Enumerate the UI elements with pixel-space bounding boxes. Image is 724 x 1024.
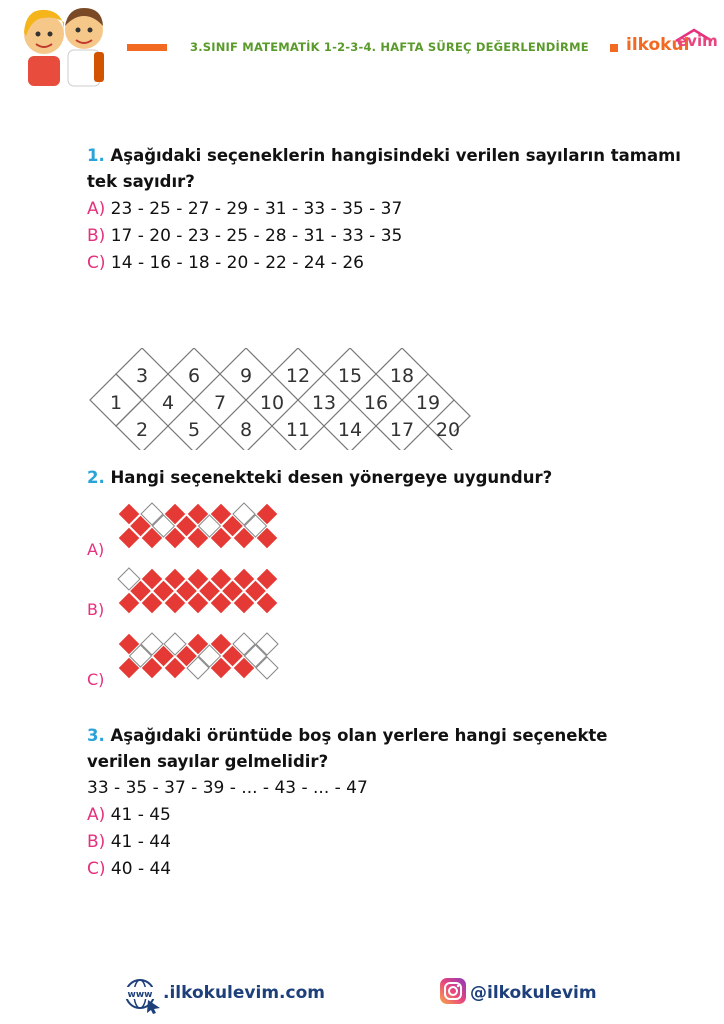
q2-option-a-label[interactable]: A) — [87, 540, 105, 559]
grid-middle-number: 1 — [109, 392, 123, 414]
q1-option-c[interactable] — [87, 253, 364, 273]
option-text: 40 - 44 — [105, 859, 172, 879]
q2-text: Hangi seçenekteki desen yönergeye uygundur? — [104, 468, 553, 487]
option-text: 17 - 20 - 23 - 25 - 28 - 31 - 33 - 35 — [105, 226, 403, 246]
globe-cursor-icon — [122, 978, 162, 1014]
grid-bottom-number: 20 — [435, 419, 461, 441]
q3-number: 3. — [87, 726, 105, 745]
ilkokulevim-logo — [622, 28, 717, 64]
q2-option-b-label[interactable]: B) — [87, 600, 105, 619]
instagram-icon — [440, 978, 466, 1004]
q2-number: 2. — [87, 468, 105, 487]
diamond-number-grid — [88, 348, 473, 450]
option-letter: C) — [87, 859, 106, 879]
q2-pattern-b[interactable] — [115, 565, 290, 617]
grid-bottom-number: 8 — [239, 419, 253, 441]
option-text: 41 - 45 — [105, 805, 171, 825]
option-letter: A) — [87, 805, 106, 825]
option-text: 41 - 44 — [105, 832, 171, 852]
grid-bottom-number: 11 — [285, 419, 311, 441]
logo-evim: evim — [677, 32, 718, 50]
grid-middle-number: 13 — [311, 392, 337, 414]
grid-middle-number: 7 — [213, 392, 227, 414]
q3-option-c[interactable] — [87, 859, 171, 879]
grid-bottom-number: 2 — [135, 419, 149, 441]
option-letter: A) — [87, 199, 106, 219]
grid-bottom-number: 5 — [187, 419, 201, 441]
grid-top-number: 12 — [285, 365, 311, 387]
option-text: 14 - 16 - 18 - 20 - 22 - 24 - 26 — [105, 253, 364, 273]
option-letter: B) — [87, 832, 106, 852]
grid-bottom-number: 17 — [389, 419, 415, 441]
q2-option-c-label[interactable]: C) — [87, 670, 105, 689]
q3-option-a[interactable] — [87, 805, 171, 825]
q3-option-b[interactable] — [87, 832, 171, 852]
grid-middle-number: 4 — [161, 392, 175, 414]
q2-prompt — [87, 468, 552, 487]
grid-top-number: 3 — [135, 365, 149, 387]
q1-prompt-line1 — [87, 146, 681, 165]
q3-prompt-line1 — [87, 726, 608, 745]
grid-top-number: 9 — [239, 365, 253, 387]
grid-middle-number: 10 — [259, 392, 285, 414]
q1-text: Aşağıdaki seçeneklerin hangisindeki verilen sayıların tamamı — [104, 146, 681, 165]
q2-pattern-a[interactable] — [115, 500, 290, 552]
grid-top-number: 6 — [187, 365, 201, 387]
option-letter: C) — [87, 253, 106, 273]
q2-pattern-c[interactable] — [115, 630, 290, 682]
grid-top-number: 18 — [389, 365, 415, 387]
q1-number: 1. — [87, 146, 105, 165]
children-illustration — [14, 2, 114, 88]
q1-prompt-line2: tek sayıdır? — [87, 172, 195, 191]
header-orange-bar — [127, 44, 167, 51]
header-title: 3.SINIF MATEMATİK 1-2-3-4. HAFTA SÜREÇ DEĞERLENDİRME — [190, 40, 589, 54]
instagram-handle[interactable]: @ilkokulevim — [470, 983, 597, 1003]
grid-middle-number: 19 — [415, 392, 441, 414]
grid-bottom-number: 14 — [337, 419, 363, 441]
option-text: 23 - 25 - 27 - 29 - 31 - 33 - 35 - 37 — [105, 199, 403, 219]
logo-ilkokul: ilkokul — [626, 35, 690, 55]
web-badge-text: www — [127, 990, 153, 1000]
q3-sequence: 33 - 35 - 37 - 39 - ... - 43 - ... - 47 — [87, 778, 368, 798]
q3-prompt-line2: verilen sayılar gelmelidir? — [87, 752, 329, 771]
q1-option-b[interactable] — [87, 226, 402, 246]
header-square — [610, 44, 618, 52]
website-link[interactable]: .ilkokulevim.com — [163, 983, 325, 1003]
grid-top-number: 15 — [337, 365, 363, 387]
grid-middle-number: 16 — [363, 392, 389, 414]
q3-text: Aşağıdaki örüntüde boş olan yerlere hangi seçenekte — [104, 726, 608, 745]
option-letter: B) — [87, 226, 106, 246]
q1-option-a[interactable] — [87, 199, 402, 219]
